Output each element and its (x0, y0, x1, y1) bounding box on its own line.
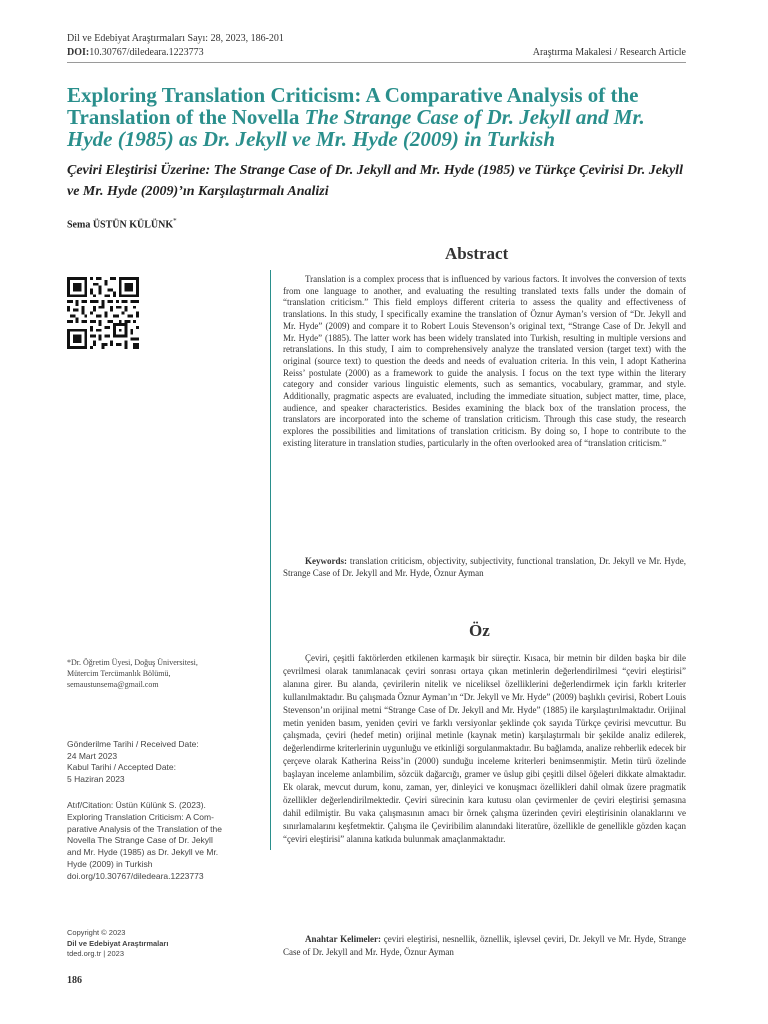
affiliation-line: Mütercim Tercümanlık Bölümü, (67, 669, 171, 678)
author-footnote-mark: * (173, 217, 177, 225)
copyright-journal: Dil ve Edebiyat Araştırmaları (67, 938, 169, 948)
doi-label: DOI: (67, 47, 90, 58)
keywords-label: Keywords: (305, 556, 347, 566)
column-divider (270, 270, 271, 850)
header-divider (67, 62, 686, 63)
doi-value[interactable]: 10.30767/diledeara.1223773 (89, 47, 204, 58)
oz-body: Çeviri, çeşitli faktörlerden etkilenen karmaşık bir süreçtir. Kısaca, bir metnin bir dilden başka bir dile çevrilmesi olarak tanımlanacak çeviri sonrası ortaya çıkan metinlerin değerlendirilmesi “çeviri eleştirisi” alanına girer. Bu alanda, çevirilerin nitelik ve niceliksel özelliklerini değerlendirmek için farklı kriterler kullanılmaktadır. Bu çalışmada Öznur Ayman’ın “Dr. Jekyll ve Mr. Hyde” (2009) başlıklı çevirisi, Robert Louis Stevenson’ın orijinal metni “Strange Case of Dr. Jekyll and Mr. Hyde” (1885) ile karşılaştırılmaktadır. Orijinal metin yeniden basım, yeniden çeviri ve farklı versiyonlar şeklinde çok sayıda Türkçe çevirisi mevcuttur. Bu çalışmada, çeviri (hedef metin) orijinal metinle (kaynak metin) karşılaştırmalı bir şekilde analiz edilerek, değerlendirme kriterlerinin uygunluğu ve etkinliği sorgulanmaktadır. Bu bağlamda, analize rehberlik edecek bir çerçeve olarak Katherina Reiss’in (2000) sunduğu inceleme kriterleri benimsenmiştir. Metin türü özelinde başlayan inceleme anlambilim, sözcük dağarcığı, gramer ve üslup gibi çeşitli dilsel öğeleri dikkate almaktadır. Ek olarak, mevcut durum, konu, zaman, yer, dinleyici ve konuşmacı özellikleri dahil olmak üzere pragmatik özellikler değerlendirilmektedir. Çeviri sürecinin kara kutusu olan çevirmenler de çeviri eleştirisi şemasına dahil edilmiştir. Bu vaka çalışmasının amacı bir örnek çalışma üzerinden çeviri eleştirisinin olanaklarını ve sınırlamalarını keşfetmektir. Çalışma ile Çeviribilim alanındaki literatüre, özellikle de genellikle gözden kaçan “çeviri eleştirisi” alanına katkıda bulunmak amaçlanmaktadır. (283, 653, 686, 844)
author-name (67, 217, 177, 230)
citation-line: Exploring Translation Criticism: A Com- (67, 811, 214, 822)
citation-line: Hyde (2009) in Turkish (67, 858, 153, 869)
affiliation-line: *Dr. Öğretim Üyesi, Doğuş Üniversitesi, (67, 658, 198, 667)
received-label: Gönderilme Tarihi / Received Date: (67, 739, 199, 749)
submission-dates (67, 739, 267, 785)
author-email[interactable]: semaustunsema@gmail.com (67, 680, 159, 689)
page-number: 186 (67, 975, 82, 986)
copyright-website[interactable]: tded.org.tr | 2023 (67, 949, 124, 958)
anahtar-kelimeler-label: Anahtar Kelimeler: (305, 934, 382, 944)
anahtar-kelimeler-text: çeviri eleştirisi, nesnellik, öznellik, işlevsel çeviri, Dr. Jekyll ve Mr. Hyde, Strange Case of Dr. Jekyll and Mr. Hyde, Öznur Ayman (283, 934, 686, 957)
title-italic: The Strange Case of Dr. Jekyll and Mr. Hyde (1985) as Dr. Jekyll ve Mr. Hyde (2009) in Turkish (67, 105, 645, 151)
citation-line: and Mr. Hyde (1985) as Dr. Jekyll ve Mr. (67, 847, 219, 858)
oz-heading: Öz (469, 621, 490, 640)
copyright-line: Copyright © 2023 (67, 928, 126, 937)
turkish-title: Çeviri Eleştirisi Üzerine: The Strange Case of Dr. Jekyll and Mr. Hyde (1985) ve Türkçe Çevirisi Dr. Jekyll ve Mr. Hyde (2009)’ın Karşılaştırmalı Analizi (67, 163, 683, 199)
accepted-date: 5 Haziran 2023 (67, 773, 125, 784)
author-affiliation (67, 657, 267, 690)
citation-line: parative Analysis of the Translation of the (67, 823, 222, 834)
abstract-heading: Abstract (445, 244, 509, 263)
title-main: Exploring Translation Criticism: A Comparative Analysis of the Translation of the Novella (67, 83, 639, 129)
citation-line: Novella The Strange Case of Dr. Jekyll (67, 835, 213, 846)
journal-issue-line: Dil ve Edebiyat Araştırmaları Sayı: 28, 2023, 186-201 (67, 33, 284, 44)
citation-doi[interactable]: doi.org/10.30767/diledeara.1223773 (67, 870, 204, 881)
oz-keywords (283, 933, 686, 958)
author-name-text: Sema ÜSTÜN KÜLÜNK (67, 219, 174, 231)
citation-block (67, 800, 267, 883)
copyright-block (67, 928, 267, 960)
accepted-label: Kabul Tarihi / Accepted Date: (67, 762, 176, 773)
qr-code-icon[interactable] (67, 277, 139, 349)
received-date: 24 Mart 2023 (67, 750, 118, 761)
article-title (67, 84, 692, 150)
article-type: Araştırma Makalesi / Research Article (532, 47, 686, 58)
citation-line: Atıf/Citation: Üstün Külünk S. (2023). (67, 800, 206, 810)
doi-line (67, 47, 204, 58)
keywords-text: translation criticism, objectivity, subjectivity, functional translation, Dr. Jekyll ve Mr. Hyde, Strange Case of Dr. Jekyll and Mr. Hyde, Öznur Ayman (283, 556, 686, 578)
abstract-keywords (283, 555, 686, 579)
abstract-body: Translation is a complex process that is influenced by various factors. It involves the conversion of texts from one language to another, and evaluating the resulting translated texts falls under the domain of “translation criticism.” This field employs different criteria to assess the quality and effectiveness of translations. In this study, I specifically examine the translation of Öznur Ayman’s version of “Dr. Jekyll and Mr. Hyde” (2009) and compare it to Robert Louis Stevenson’s original text, “Strange Case of Dr. Jekyll and Mr. Hyde” (1885). The latter work has been widely translated into Turkish, resulting in multiple versions and retranslations. In this study, I aim to comprehensively analyze the translated version (target text) with the original (source text) to question the deeds and needs of evaluation criteria. In this vein, I adopt Katherina Reiss’ postulate (2000) as a framework to guide the analysis. I focus on the text type within the literary category and consider various linguistic elements, such as semantics, vocabulary, grammar, and style. Additionally, pragmatic aspects are evaluated, including the immediate situation, subject matter, time, place, audience, and speaker characteristics. Besides examining the black box of the translation process, the translators are incorporated into the scheme of translation criticism. Through this case study, the research explores the possibilities and limitations of translation criticism. By doing so, I hope to contribute to the existing literature in translation studies, particularly in the often overlooked area of “translation criticism.” (283, 274, 686, 448)
